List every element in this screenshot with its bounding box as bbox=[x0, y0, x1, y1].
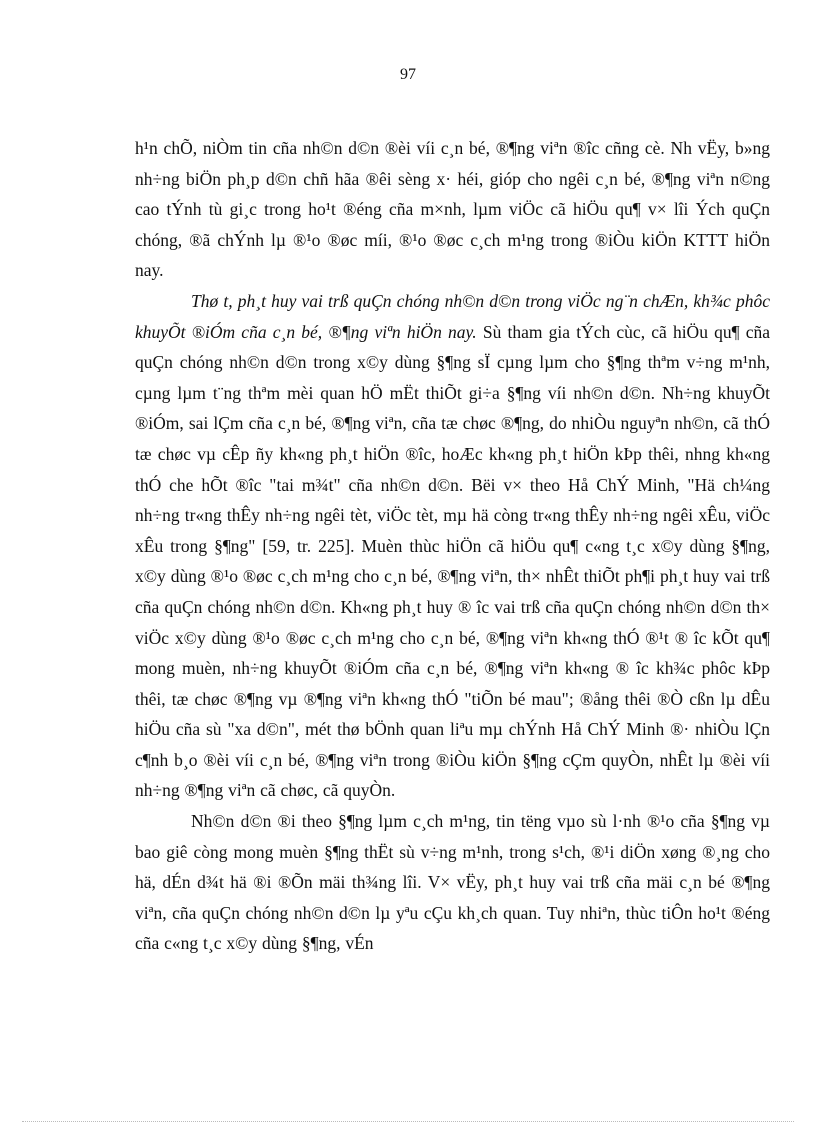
paragraph-2-body: Sù tham gia tÝch cùc, cã hiÖu qu¶ cña quÇn chóng nh©n d©n trong x©y dùng §¶ng sÏ cµng lµm cho §¶ng thªm v÷ng m¹nh, cµng lµm t¨ng thªm mèi quan hÖ mËt thiÕt gi÷a §¶ng víi nh©n d©n. Nh÷ng khuyÕt ®iÓm, sai lÇm cña c¸n bé, ®¶ng viªn, cña tæ chøc ®¶ng, do nhiÒu nguyªn nh©n, cã thÓ tæ chøc vµ cÊp ñy kh«ng ph¸t hiÖn ®îc, hoÆc kh«ng ph¸t hiÖn kÞp thêi, nhng kh«ng thÓ che hÕt ®îc "tai m¾t" cña nh©n d©n. Bëi v× theo Hå ChÝ Minh, "Hä ch¼ng nh÷ng tr«ng thÊy nh÷ng ngêi tèt, viÖc tèt, mµ hä còng tr«ng thÊy nh÷ng ngêi xÊu, viÖc xÊu trong §¶ng" [59, tr. 225]. Muèn thùc hiÖn cã hiÖu qu¶ c«ng t¸c x©y dùng §¶ng, x©y dùng ®¹o ®øc c¸ch m¹ng cho c¸n bé, ®¶ng viªn, th× nhÊt thiÕt ph¶i ph¸t huy vai trß cña quÇn chóng nh©n d©n. Kh«ng ph¸t huy ® îc vai trß cña quÇn chóng nh©n d©n th× viÖc x©y dùng ®¹o ®øc c¸ch m¹ng cho c¸n bé, ®¶ng viªn kh«ng thÓ ®¹t ® îc kÕt qu¶ mong muèn, nh÷ng khuyÕt ®iÓm cña c¸n bé, ®¶ng viªn kh«ng ® îc kh¾c phôc kÞp thêi, tæ chøc ®¶ng vµ ®¶ng viªn kh«ng thÓ "tiÕn bé mau"; ®ång thêi ®Ò cßn lµ dÊu hiÖu cña sù "xa d©n", mét thø bÖnh quan liªu mµ chÝnh Hå ChÝ Minh ®· nhiÒu lÇn c¶nh b¸o ®èi víi c¸n bé, ®¶ng viªn trong ®iÒu kiÖn §¶ng cÇm quyÒn, nhÊt lµ ®èi víi nh÷ng ®¶ng viªn cã chøc, cã quyÒn. bbox=[135, 321, 771, 801]
footer-divider bbox=[22, 1121, 794, 1122]
document-body bbox=[135, 133, 770, 959]
paragraph-1: h¹n chÕ, niÒm tin cña nh©n d©n ®èi víi c¸n bé, ®¶ng viªn ®îc cñng cè. Nh vËy, b»ng nh÷ng biÖn ph¸p d©n chñ hãa ®êi sèng x· héi, gióp cho ngêi c¸n bé, ®¶ng viªn n©ng cao tÝnh tù gi¸c trong ho¹t ®éng cña m×nh, lµm viÖc cã hiÖu qu¶ v× lîi Ých quÇn chóng, ®ã chÝnh lµ ®¹o ®øc míi, ®¹o ®øc c¸ch m¹ng trong ®iÒu kiÖn KTTT hiÖn nay. bbox=[135, 138, 770, 281]
paragraph-2 bbox=[135, 286, 770, 806]
page-number: 97 bbox=[400, 66, 416, 83]
italic-heading: Thø t, ph¸t huy vai trß quÇn chóng nh©n d©n trong viÖc ng¨n chÆn, kh¾c phôc khuyÕt ®iÓm cña c¸n bé, ®¶ng viªn hiÖn nay. bbox=[135, 290, 770, 342]
paragraph-3: Nh©n d©n ®i theo §¶ng lµm c¸ch m¹ng, tin tëng vµo sù l·nh ®¹o cña §¶ng vµ bao giê còng mong muèn §¶ng thËt sù v÷ng m¹nh, trong s¹ch, ®¹i diÖn xøng ®¸ng cho hä, dÉn d¾t hä ®i ®Õn mäi th¾ng lîi. V× vËy, ph¸t huy vai trß cña mäi c¸n bé ®¶ng viªn, cña quÇn chóng nh©n d©n lµ yªu cÇu kh¸ch quan. Tuy nhiªn, thùc tiÔn ho¹t ®éng cña c«ng t¸c x©y dùng §¶ng, vÉn bbox=[135, 811, 770, 954]
